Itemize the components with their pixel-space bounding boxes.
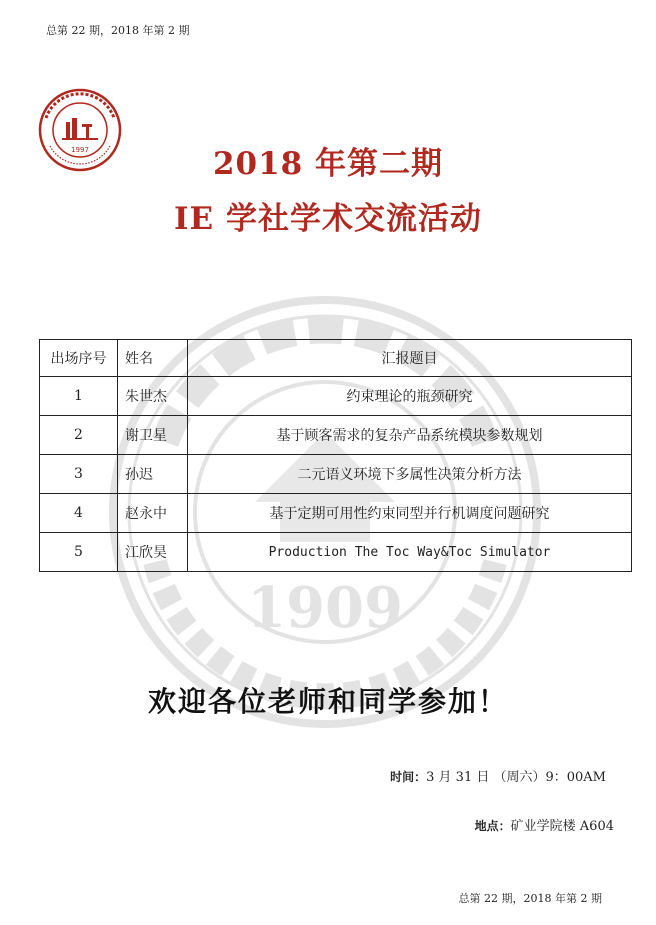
row-order: 1 bbox=[40, 377, 118, 416]
header-order: 出场序号 bbox=[40, 340, 118, 377]
header-topic: 汇报题目 bbox=[188, 340, 632, 377]
title-line-2: IE 学社学术交流活动 bbox=[174, 201, 482, 237]
table-row bbox=[40, 494, 632, 533]
table-row bbox=[40, 455, 632, 494]
row-topic: Production The Toc Way&Toc Simulator bbox=[188, 533, 632, 572]
row-order: 4 bbox=[40, 494, 118, 533]
row-name: 谢卫星 bbox=[118, 416, 188, 455]
row-name: 江欣昊 bbox=[118, 533, 188, 572]
row-topic: 二元语义环境下多属性决策分析方法 bbox=[188, 455, 632, 494]
table-row bbox=[40, 533, 632, 572]
table-row bbox=[40, 377, 632, 416]
schedule-table bbox=[39, 339, 632, 572]
event-place bbox=[475, 815, 614, 834]
row-order: 5 bbox=[40, 533, 118, 572]
table-row bbox=[40, 416, 632, 455]
place-label: 地点： bbox=[474, 819, 511, 833]
watermark-year: 1909 bbox=[247, 575, 403, 641]
row-order: 2 bbox=[40, 416, 118, 455]
time-label: 时间： bbox=[390, 770, 427, 784]
footer-issue-note: 总第 22 期，2018 年第 2 期 bbox=[458, 892, 602, 905]
header-name: 姓名 bbox=[118, 340, 188, 377]
event-time bbox=[390, 766, 606, 785]
row-name: 赵永中 bbox=[118, 494, 188, 533]
place-value: 矿业学院楼 A604 bbox=[510, 819, 614, 834]
row-name: 朱世杰 bbox=[118, 377, 188, 416]
table-header-row bbox=[40, 340, 632, 377]
row-topic: 约束理论的瓶颈研究 bbox=[188, 377, 632, 416]
row-name: 孙迟 bbox=[118, 455, 188, 494]
time-value: 3 月 31 日 （周六）9：00AM bbox=[426, 770, 606, 785]
welcome-message: 欢迎各位老师和同学参加！ bbox=[147, 685, 508, 718]
header-issue-note: 总第 22 期，2018 年第 2 期 bbox=[46, 24, 190, 37]
row-topic: 基于定期可用性约束同型并行机调度问题研究 bbox=[188, 494, 632, 533]
row-order: 3 bbox=[40, 455, 118, 494]
logo-year: 1997 bbox=[71, 146, 89, 154]
title-line-1: 2018 年第二期 bbox=[212, 146, 444, 182]
row-topic: 基于顾客需求的复杂产品系统模块参数规划 bbox=[188, 416, 632, 455]
